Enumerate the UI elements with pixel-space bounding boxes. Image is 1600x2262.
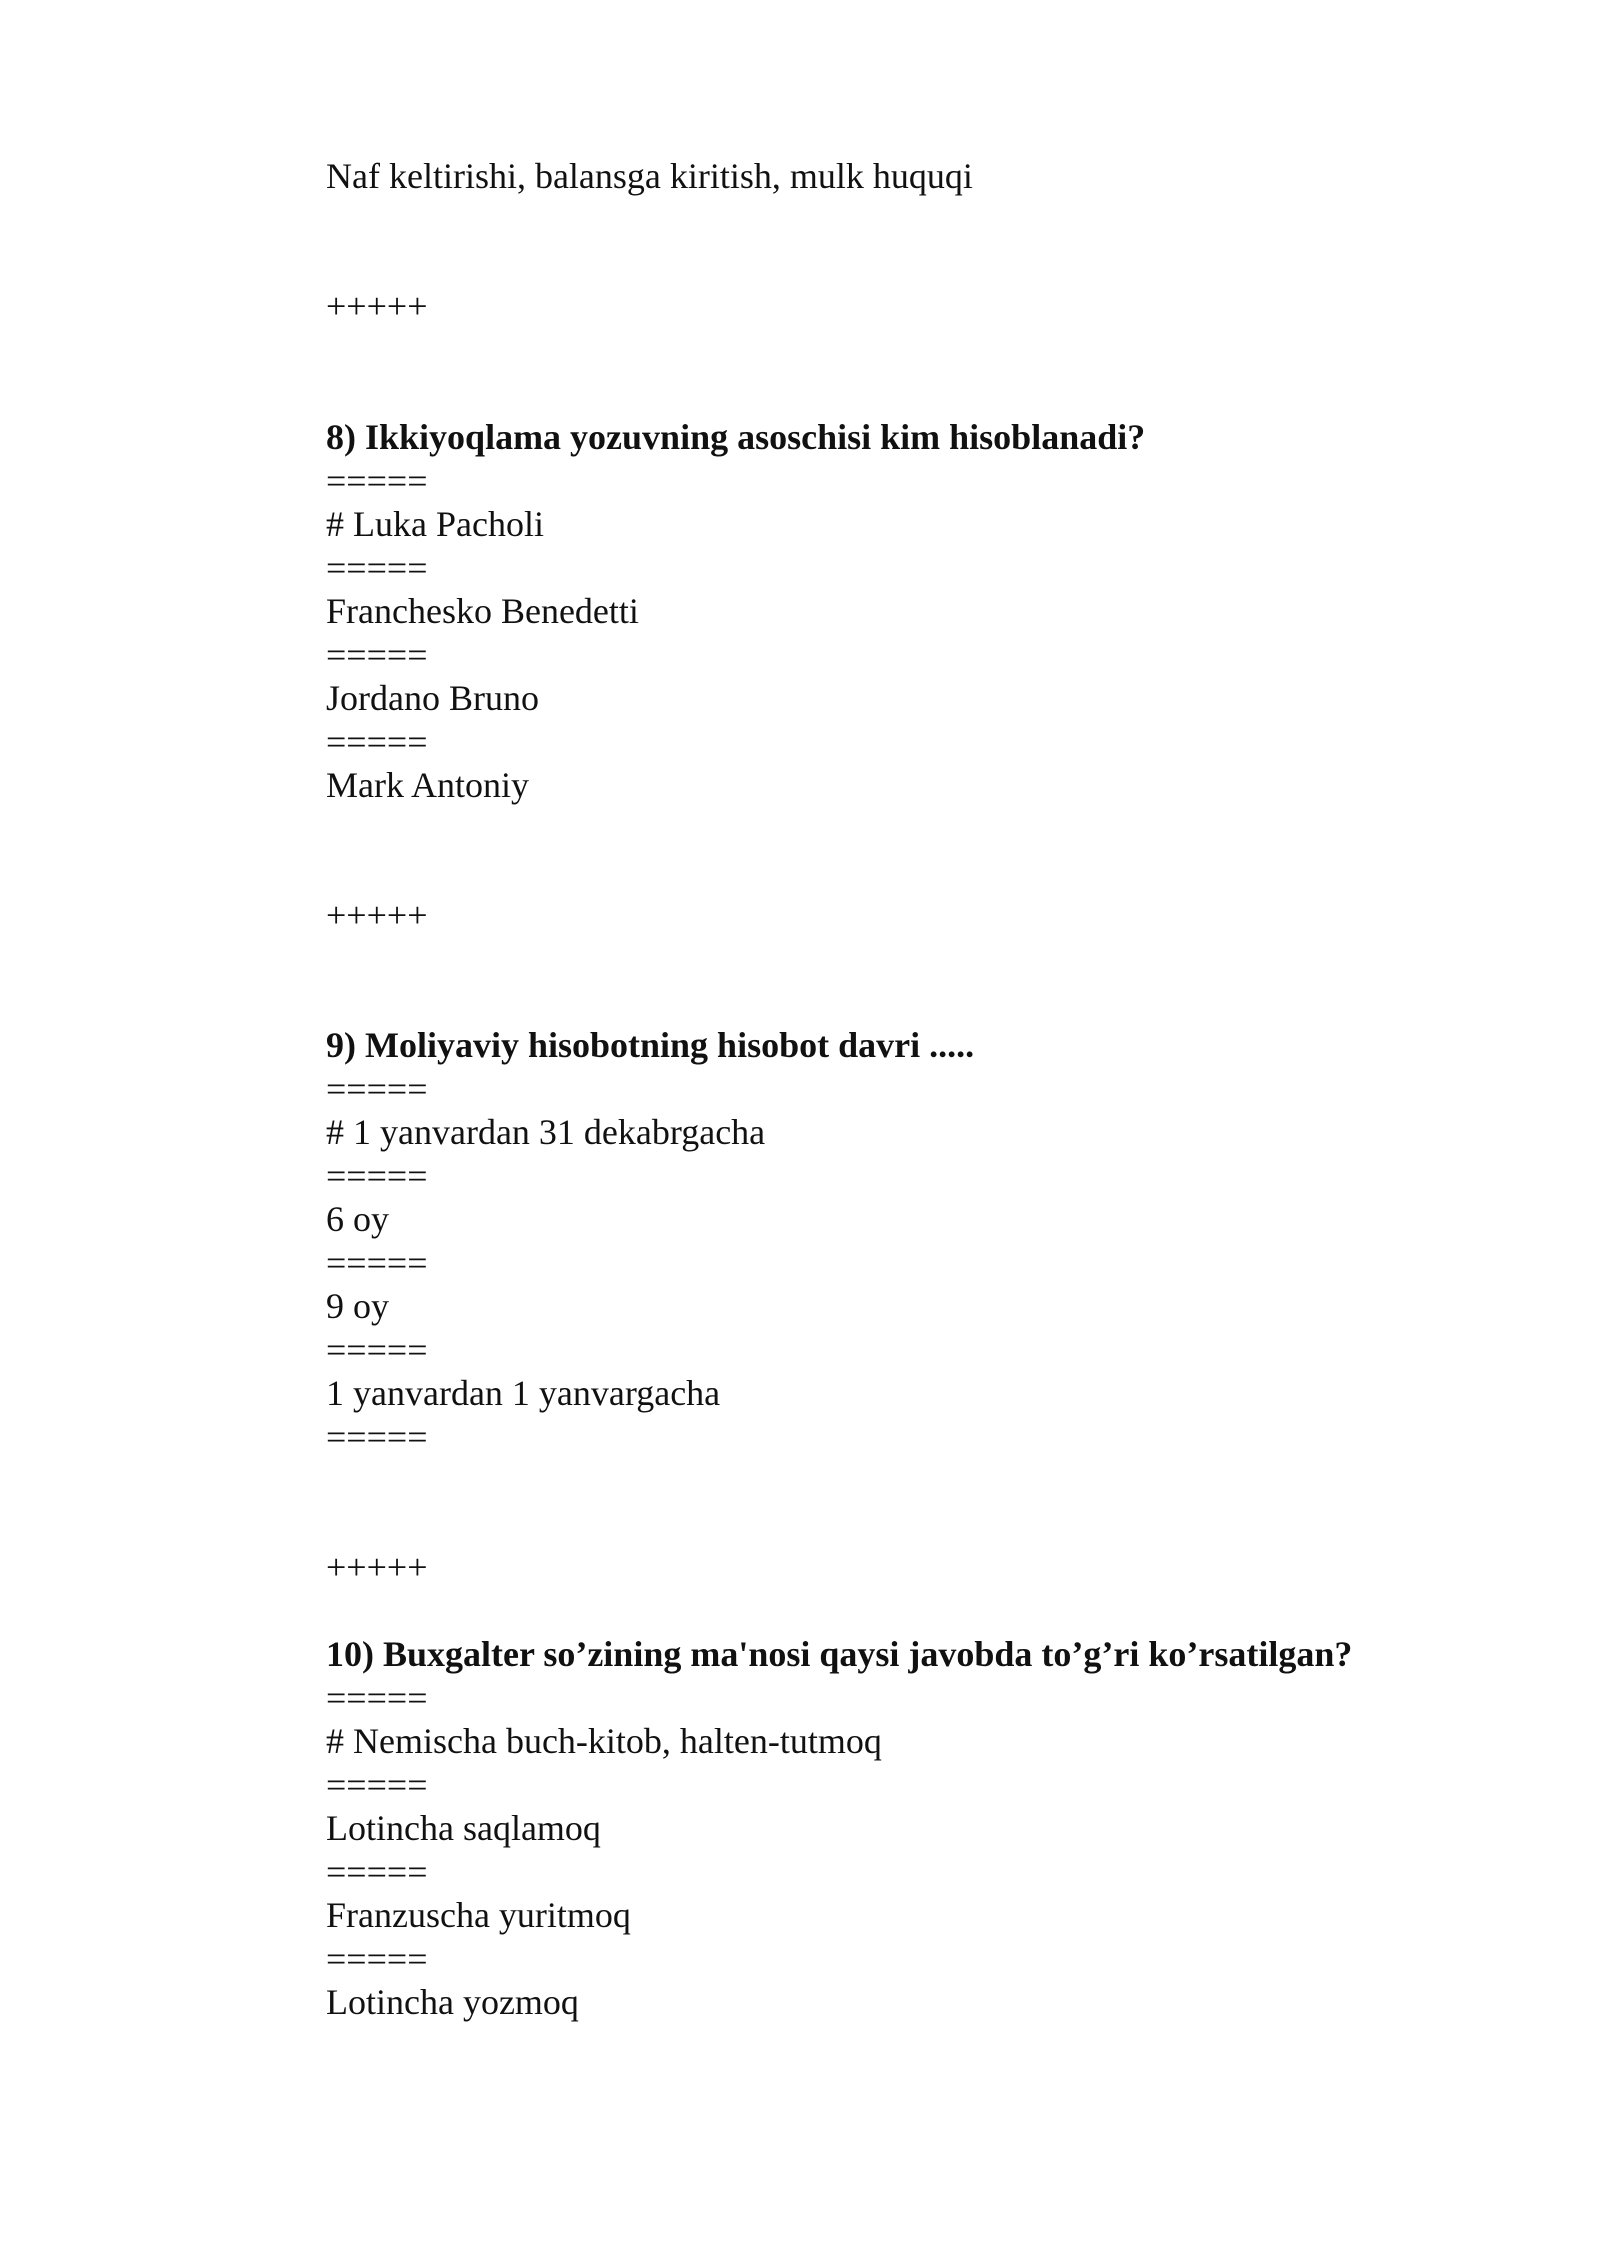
option-separator: ===== <box>326 461 428 501</box>
option-separator: ===== <box>326 1156 428 1196</box>
question-8-option-3: Jordano Bruno <box>326 678 539 718</box>
question-9-option-1: # 1 yanvardan 31 dekabrgacha <box>326 1112 766 1152</box>
option-separator: ===== <box>326 1852 428 1892</box>
block-separator: +++++ <box>326 895 428 935</box>
option-separator: ===== <box>326 1069 428 1109</box>
question-10-option-3: Franzuscha yuritmoq <box>326 1895 631 1935</box>
option-separator: ===== <box>326 1243 428 1283</box>
block-separator: +++++ <box>326 286 428 326</box>
question-8-option-4: Mark Antoniy <box>326 765 529 805</box>
option-separator: ===== <box>326 1678 428 1718</box>
question-10-option-1: # Nemischa buch-kitob, halten-tutmoq <box>326 1721 882 1761</box>
question-8-option-1: # Luka Pacholi <box>326 504 544 544</box>
option-separator: ===== <box>326 1765 428 1805</box>
answer-text: Naf keltirishi, balansga kiritish, mulk huquqi <box>326 156 973 196</box>
option-separator: ===== <box>326 722 428 762</box>
question-9-title: 9) Moliyaviy hisobotning hisobot davri ..... <box>326 1025 975 1065</box>
option-separator: ===== <box>326 635 428 675</box>
option-separator: ===== <box>326 1330 428 1370</box>
question-10-title: 10) Buxgalter so’zining ma'nosi qaysi javobda to’g’ri ko’rsatilgan? <box>326 1634 1353 1674</box>
option-separator: ===== <box>326 548 428 588</box>
question-9-option-2: 6 oy <box>326 1199 389 1239</box>
option-separator: ===== <box>326 1417 428 1457</box>
question-10-option-2: Lotincha saqlamoq <box>326 1808 601 1848</box>
question-8-title: 8) Ikkiyoqlama yozuvning asoschisi kim hisoblanadi? <box>326 417 1146 457</box>
question-8-option-2: Franchesko Benedetti <box>326 591 639 631</box>
question-9-option-4: 1 yanvardan 1 yanvargacha <box>326 1373 721 1413</box>
block-separator: +++++ <box>326 1547 428 1587</box>
question-9-option-3: 9 oy <box>326 1286 389 1326</box>
question-10-option-4: Lotincha yozmoq <box>326 1982 579 2022</box>
option-separator: ===== <box>326 1939 428 1979</box>
